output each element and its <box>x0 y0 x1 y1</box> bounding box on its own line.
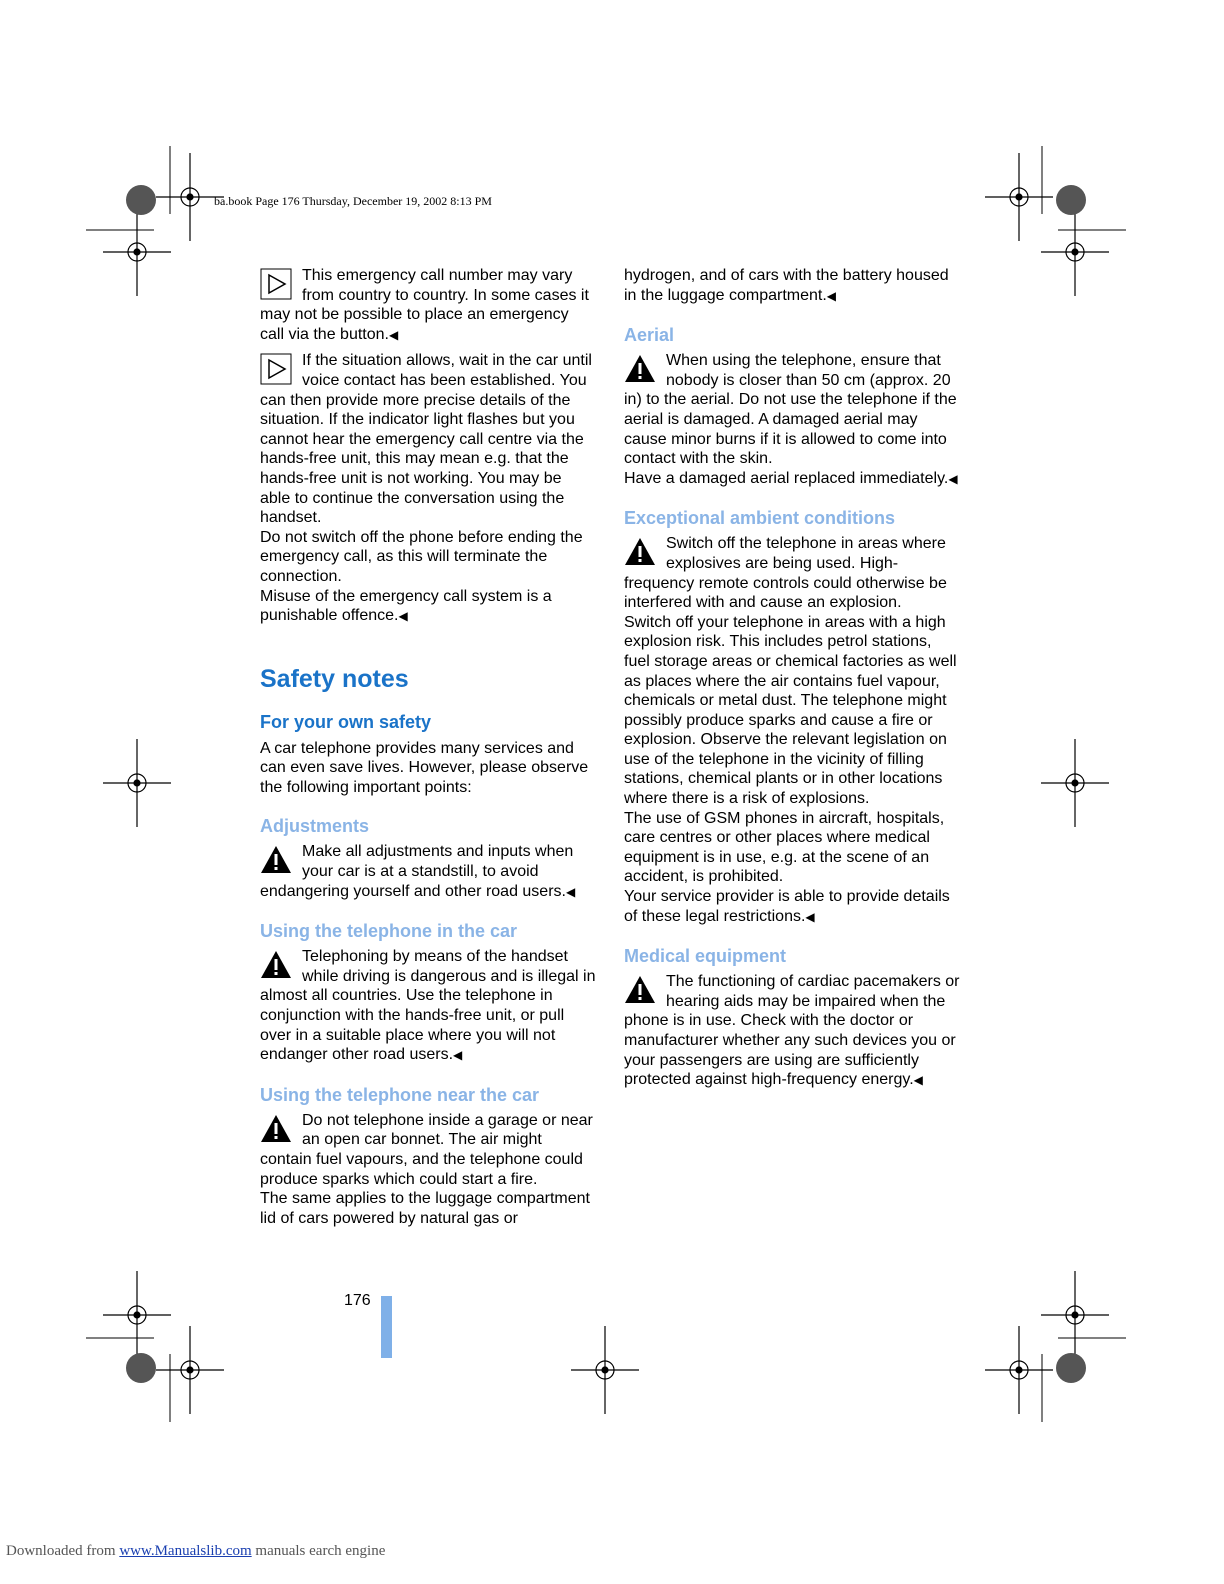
warning-text: The use of GSM phones in aircraft, hospitals, care centres or other places where medical equipment is in use, e.g. at the scene of an accident, is prohibited. <box>624 809 945 886</box>
registration-mark-icon <box>985 1326 1053 1414</box>
warning-note <box>260 842 596 902</box>
color-wheel-icon <box>126 1353 156 1383</box>
intro-text: A car telephone provides many services and can even save lives. However, please observe the following important points: <box>260 739 589 796</box>
heading-in-car: Using the telephone in the car <box>260 921 518 942</box>
warning-text: Switch off your telephone in areas with a high explosion risk. This includes petrol stations, fuel storage areas or chemical factories as well as places where the air contains fuel vapour, chemicals or metal dust. The telephone might possibly produce sparks and cause a fire or explosion. Observe the relevant legislation on use of the telephone in the vicinity of filling stations, chemical plants or in other locations where there is a risk of explosions. <box>624 613 957 808</box>
heading-adjustments: Adjustments <box>260 816 370 837</box>
registration-mark-icon <box>103 208 171 296</box>
warning-text: When using the telephone, ensure that nobody is closer than 50 cm (approx. 20 in) to the aerial. Do not use the telephone if the aerial is damaged. A damaged aerial may cause minor burns if it is allowed to come into contact with the skin. <box>624 352 957 468</box>
warning-note <box>624 972 960 1091</box>
color-wheel-icon <box>1056 185 1086 215</box>
warning-icon <box>624 353 656 385</box>
section-title: Safety notes <box>260 664 409 693</box>
info-note <box>260 351 596 626</box>
warning-icon <box>260 1113 292 1145</box>
registration-mark-icon <box>156 1326 224 1414</box>
registration-mark-icon <box>103 1271 171 1359</box>
warning-note <box>624 534 960 927</box>
warning-note <box>260 1111 596 1229</box>
note-text: Do not switch off the phone before ending the emergency call, as this will terminate the connection. <box>260 528 583 585</box>
warning-text: Do not telephone inside a garage or near an open car bonnet. The air might contain fuel vapours, and the telephone could produce sparks which could start a fire. <box>260 1111 593 1188</box>
info-note <box>260 266 596 345</box>
color-wheel-icon <box>1056 1353 1086 1383</box>
warning-icon <box>260 949 292 981</box>
page-number: 176 <box>344 1292 371 1309</box>
warning-note <box>260 947 596 1066</box>
registration-mark-icon <box>1041 739 1109 827</box>
registration-mark-icon <box>571 1326 639 1414</box>
note-text: Misuse of the emergency call system is a punishable offence. <box>260 587 552 625</box>
left-column <box>260 266 596 1228</box>
end-mark-icon: ◀ <box>398 609 408 624</box>
warning-text: Telephoning by means of the handset while driving is dangerous and is illegal in almost all countries. Use the telephone in conjunction with the hands-free unit, or pull over in a suitable place where you will not endanger other road users. <box>260 948 596 1064</box>
play-arrow-icon <box>260 353 292 385</box>
end-mark-icon: ◀ <box>565 884 576 899</box>
color-wheel-icon <box>126 185 156 215</box>
warning-text: Your service provider is able to provide details of these legal restrictions. <box>624 888 950 925</box>
end-mark-icon: ◀ <box>805 909 815 924</box>
warning-icon <box>624 536 656 568</box>
warning-icon <box>260 844 292 876</box>
registration-mark-icon <box>1041 208 1109 296</box>
warning-note <box>624 351 960 489</box>
footer-prefix: Downloaded from <box>6 1543 120 1559</box>
heading-near-car: Using the telephone near the car <box>260 1084 540 1105</box>
heading-exceptional: Exceptional ambient conditions <box>624 508 896 529</box>
heading-medical: Medical equipment <box>624 946 787 967</box>
print-slug: ba.book Page 176 Thursday, December 19, 2002 8:13 PM <box>214 194 492 208</box>
end-mark-icon: ◀ <box>826 288 837 303</box>
registration-mark-icon <box>985 153 1053 241</box>
page-tab-bar <box>381 1296 392 1358</box>
play-arrow-icon <box>260 268 292 300</box>
footer-link[interactable]: www.Manualslib.com <box>119 1543 252 1559</box>
warning-text: Switch off the telephone in areas where explosives are being used. High-frequency remote controls could otherwise be interfered with and cause an explosion. <box>624 535 947 612</box>
note-text: This emergency call number may vary from country to country. In some cases it may not be possible to place an emergency call via the button. <box>260 267 589 343</box>
warning-text: The same applies to the luggage compartment lid of cars powered by natural gas or <box>260 1190 590 1227</box>
registration-mark-icon <box>103 739 171 827</box>
end-mark-icon: ◀ <box>948 471 958 486</box>
warning-text: Make all adjustments and inputs when your car is at a standstill, to avoid endangering yourself and other road users. <box>260 843 574 900</box>
note-text: If the situation allows, wait in the car until voice contact has been established. You can then provide more precise details of the situation. If the indicator light flashes but you cannot hear the emergency call centre via the hands-free unit, this may mean e.g. that the hands-free unit is not working. You may be able to continue the conversation using the handset. <box>260 352 592 527</box>
continued-text: hydrogen, and of cars with the battery housed in the luggage compartment. <box>624 267 949 304</box>
footer-suffix: manuals earch engine <box>251 1543 386 1559</box>
end-mark-icon: ◀ <box>913 1073 923 1088</box>
end-mark-icon: ◀ <box>388 327 399 342</box>
right-column <box>624 266 960 1091</box>
warning-text: The functioning of cardiac pacemakers or hearing aids may be impaired when the phone is in use. Check with the doctor or manufacturer whether any such devices you or your passengers are using are sufficiently protected against high-frequency energy. <box>624 973 960 1089</box>
registration-mark-icon <box>1041 1271 1109 1359</box>
footer <box>6 1543 385 1560</box>
end-mark-icon: ◀ <box>453 1048 463 1063</box>
warning-text: Have a damaged aerial replaced immediately. <box>624 469 949 487</box>
warning-icon <box>624 974 656 1006</box>
heading-aerial: Aerial <box>624 325 675 346</box>
subsection-title: For your own safety <box>260 711 432 732</box>
